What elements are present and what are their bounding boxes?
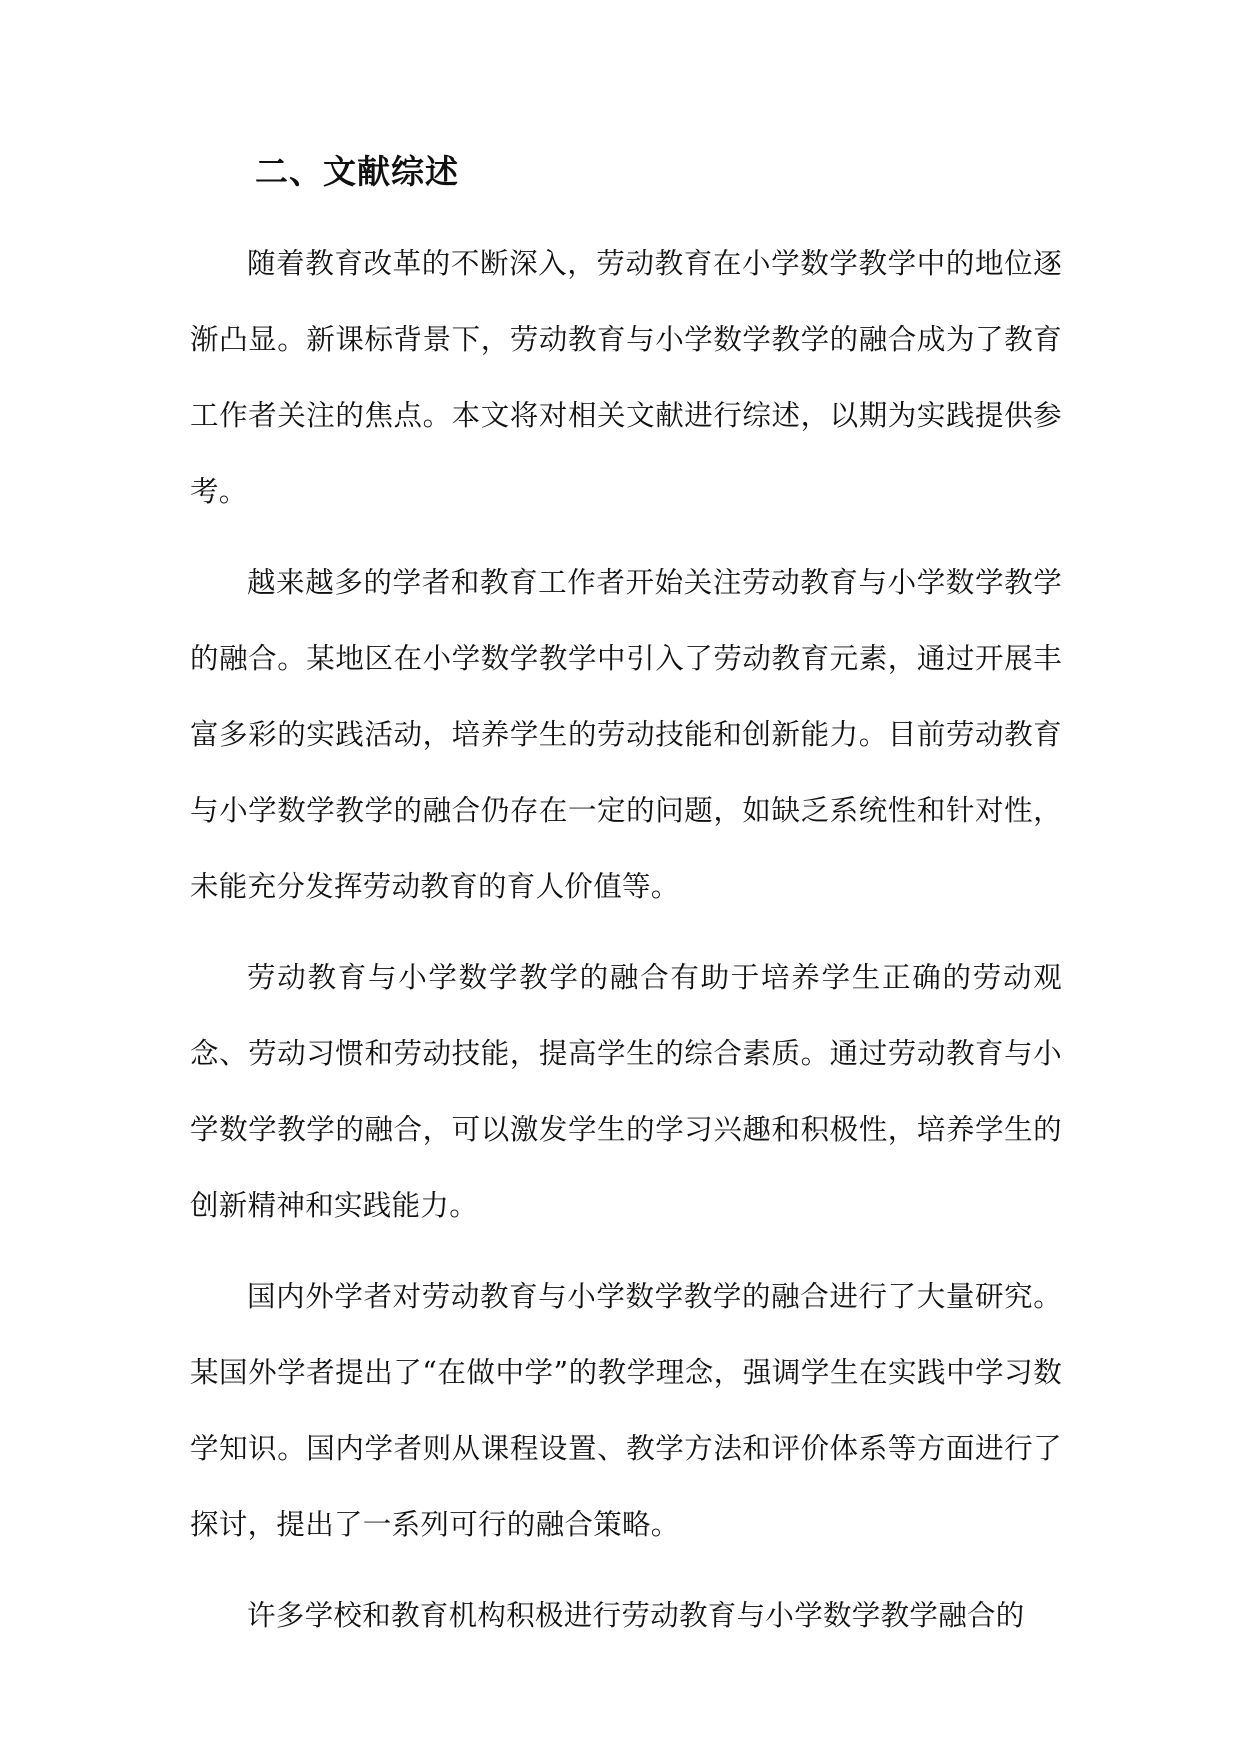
paragraph-1: 随着教育改革的不断深入，劳动教育在小学数学教学中的地位逐渐凸显。新课标背景下，劳动教育与小学数学教学的融合成为了教育工作者关注的焦点。本文将对相关文献进行综述，以期为实践提供参考。 <box>190 247 1062 508</box>
paragraph-5: 许多学校和教育机构积极进行劳动教育与小学数学教学融合的 <box>247 1599 1025 1632</box>
section-heading: 二、文献综述 <box>255 152 459 191</box>
paragraph-3: 劳动教育与小学数学教学的融合有助于培养学生正确的劳动观念、劳动习惯和劳动技能，提高学生的综合素质。通过劳动教育与小学数学教学的融合，可以激发学生的学习兴趣和积极性，培养学生的创新精神和实践能力。 <box>190 961 1062 1222</box>
paragraph-4: 国内外学者对劳动教育与小学数学教学的融合进行了大量研究。某国外学者提出了“在做中学”的教学理念，强调学生在实践中学习数学知识。国内学者则从课程设置、教学方法和评价体系等方面进行了探讨，提出了一系列可行的融合策略。 <box>190 1280 1062 1541</box>
body-text <box>190 226 1062 1669</box>
paragraph-2: 越来越多的学者和教育工作者开始关注劳动教育与小学数学教学的融合。某地区在小学数学教学中引入了劳动教育元素，通过开展丰富多彩的实践活动，培养学生的劳动技能和创新能力。目前劳动教育与小学数学教学的融合仍存在一定的问题，如缺乏系统性和针对性，未能充分发挥劳动教育的育人价值等。 <box>190 566 1062 903</box>
